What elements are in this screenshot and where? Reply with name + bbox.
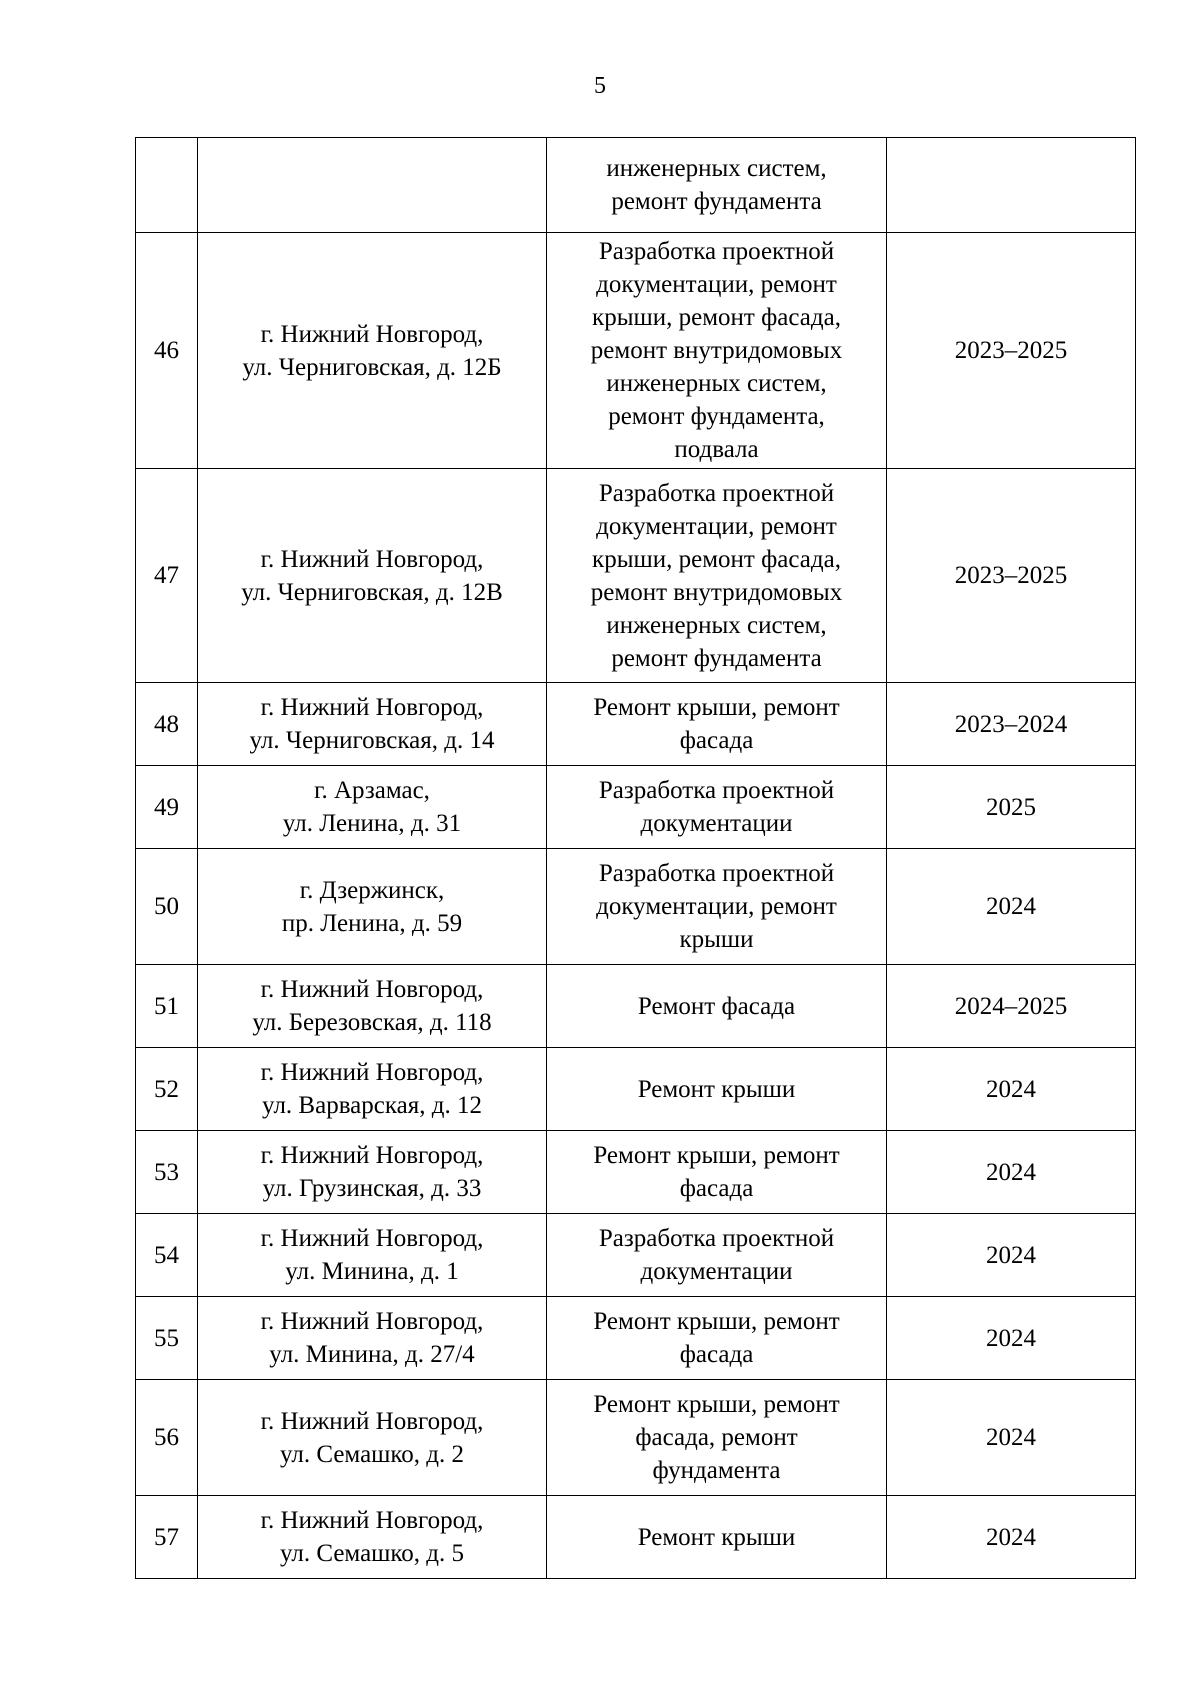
works-cell: Разработка проектной документации (547, 1214, 887, 1297)
row-number: 53 (136, 1131, 198, 1214)
address-cell: г. Нижний Новгород, ул. Черниговская, д. 14 (198, 683, 547, 766)
period-cell (887, 138, 1136, 233)
works-cell: Ремонт крыши, ремонт фасада, ремонт фундамента (547, 1380, 887, 1496)
table-row (136, 1048, 1136, 1131)
table-row (136, 1380, 1136, 1496)
address-cell: г. Нижний Новгород, ул. Минина, д. 27/4 (198, 1297, 547, 1380)
works-cell: Ремонт крыши, ремонт фасада (547, 1131, 887, 1214)
period-cell: 2024 (887, 1048, 1136, 1131)
row-number: 57 (136, 1496, 198, 1579)
address-cell: г. Нижний Новгород, ул. Варварская, д. 12 (198, 1048, 547, 1131)
table-row (136, 138, 1136, 233)
works-cell: Ремонт крыши, ремонт фасада (547, 1297, 887, 1380)
address-cell: г. Нижний Новгород, ул. Черниговская, д. 12Б (198, 233, 547, 469)
works-cell: Разработка проектной документации (547, 766, 887, 849)
table-row (136, 1214, 1136, 1297)
table-body (136, 138, 1136, 1579)
row-number (136, 138, 198, 233)
table-row (136, 1496, 1136, 1579)
table-row (136, 1297, 1136, 1380)
works-cell: Ремонт фасада (547, 965, 887, 1048)
row-number: 54 (136, 1214, 198, 1297)
works-cell: инженерных систем, ремонт фундамента (547, 138, 887, 233)
row-number: 51 (136, 965, 198, 1048)
address-cell: г. Нижний Новгород, ул. Минина, д. 1 (198, 1214, 547, 1297)
works-cell: Ремонт крыши, ремонт фасада (547, 683, 887, 766)
period-cell: 2023–2025 (887, 469, 1136, 683)
table-row (136, 965, 1136, 1048)
row-number: 55 (136, 1297, 198, 1380)
row-number: 50 (136, 849, 198, 965)
address-cell: г. Нижний Новгород, ул. Семашко, д. 2 (198, 1380, 547, 1496)
address-cell: г. Нижний Новгород, ул. Грузинская, д. 33 (198, 1131, 547, 1214)
row-number: 48 (136, 683, 198, 766)
period-cell: 2024 (887, 1214, 1136, 1297)
works-cell: Ремонт крыши (547, 1048, 887, 1131)
period-cell: 2024 (887, 1496, 1136, 1579)
address-cell: г. Дзержинск, пр. Ленина, д. 59 (198, 849, 547, 965)
row-number: 56 (136, 1380, 198, 1496)
table-row (136, 233, 1136, 469)
address-cell: г. Нижний Новгород, ул. Березовская, д. 118 (198, 965, 547, 1048)
table-row (136, 683, 1136, 766)
period-cell: 2023–2024 (887, 683, 1136, 766)
address-cell (198, 138, 547, 233)
works-cell: Ремонт крыши (547, 1496, 887, 1579)
repair-schedule-table (135, 137, 1136, 1579)
works-cell: Разработка проектной документации, ремонт крыши, ремонт фасада, ремонт внутридомовых инженерных систем, ремонт фундамента (547, 469, 887, 683)
period-cell: 2024 (887, 1297, 1136, 1380)
period-cell: 2025 (887, 766, 1136, 849)
row-number: 49 (136, 766, 198, 849)
row-number: 52 (136, 1048, 198, 1131)
period-cell: 2024 (887, 1380, 1136, 1496)
table-row (136, 469, 1136, 683)
period-cell: 2024–2025 (887, 965, 1136, 1048)
period-cell: 2023–2025 (887, 233, 1136, 469)
row-number: 46 (136, 233, 198, 469)
page-number: 5 (594, 73, 606, 99)
address-cell: г. Нижний Новгород, ул. Семашко, д. 5 (198, 1496, 547, 1579)
works-cell: Разработка проектной документации, ремонт крыши, ремонт фасада, ремонт внутридомовых инженерных систем, ремонт фундамента, подвала (547, 233, 887, 469)
period-cell: 2024 (887, 849, 1136, 965)
address-cell: г. Нижний Новгород, ул. Черниговская, д. 12В (198, 469, 547, 683)
table-row (136, 1131, 1136, 1214)
table-row (136, 849, 1136, 965)
address-cell: г. Арзамас, ул. Ленина, д. 31 (198, 766, 547, 849)
works-cell: Разработка проектной документации, ремонт крыши (547, 849, 887, 965)
row-number: 47 (136, 469, 198, 683)
table-row (136, 766, 1136, 849)
period-cell: 2024 (887, 1131, 1136, 1214)
